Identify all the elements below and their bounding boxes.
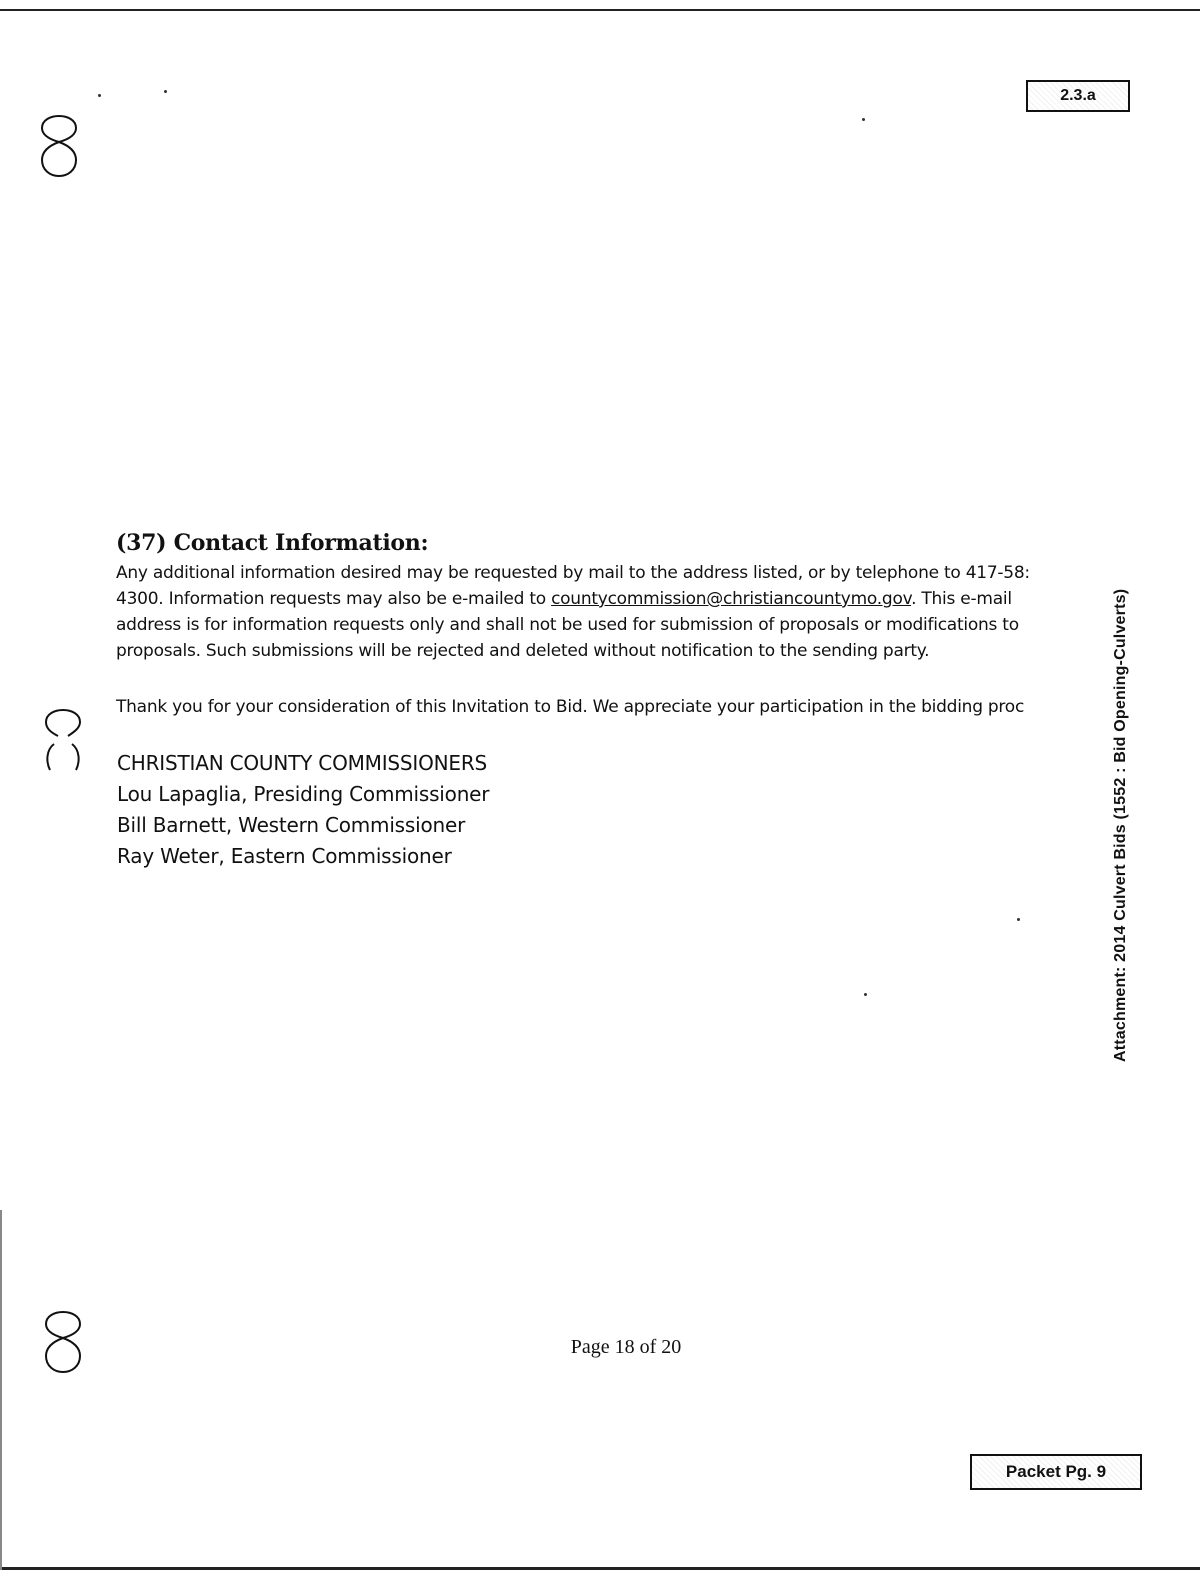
- contact-text: . This e-mail: [911, 589, 1012, 609]
- signature-block: [117, 748, 489, 872]
- contact-line: Any additional information desired may be requested by mail to the address listed, or by telephone to 417-58:: [116, 563, 1030, 583]
- scan-speck: [98, 94, 101, 97]
- contact-line: [116, 586, 1030, 612]
- email-link[interactable]: countycommission@christiancountymo.gov: [551, 589, 912, 609]
- signature-name: Bill Barnett, Western Commissioner: [117, 813, 466, 837]
- contact-paragraph: [116, 560, 1030, 664]
- scan-speck: [864, 993, 867, 996]
- binder-ring-icon: [34, 100, 84, 180]
- contact-line: address is for information requests only and shall not be used for submission of proposals or modifications to: [116, 615, 1019, 635]
- scan-speck: [164, 90, 167, 93]
- scan-speck: [1017, 918, 1020, 921]
- signature-org: CHRISTIAN COUNTY COMMISSIONERS: [117, 751, 488, 775]
- contact-line: proposals. Such submissions will be rejected and deleted without notification to the sending party.: [116, 641, 930, 661]
- attachment-tag: [1026, 80, 1130, 112]
- section-heading: (37) Contact Information:: [116, 530, 429, 556]
- attachment-side-label: Attachment: 2014 Culvert Bids (1552 : Bid Opening-Culverts): [1112, 588, 1129, 1062]
- thank-you-text: Thank you for your consideration of this Invitation to Bid. We appreciate your participation in the bidding proc: [116, 697, 1025, 717]
- binder-ring-icon: [38, 694, 88, 774]
- packet-page-tag: [970, 1454, 1142, 1490]
- scan-edge-bottom: [0, 1567, 1200, 1570]
- signature-name: Ray Weter, Eastern Commissioner: [117, 844, 452, 868]
- scan-speck: [862, 118, 865, 121]
- attachment-tag-label: 2.3.a: [1060, 87, 1096, 104]
- contact-text: 4300. Information requests may also be e-mailed to: [116, 589, 552, 609]
- scan-edge-top: [0, 9, 1200, 11]
- packet-page-label: Packet Pg. 9: [1005, 1462, 1107, 1481]
- page-number: Page 18 of 20: [570, 1336, 682, 1358]
- signature-name: Lou Lapaglia, Presiding Commissioner: [117, 782, 490, 806]
- scan-edge-left: [0, 1210, 2, 1570]
